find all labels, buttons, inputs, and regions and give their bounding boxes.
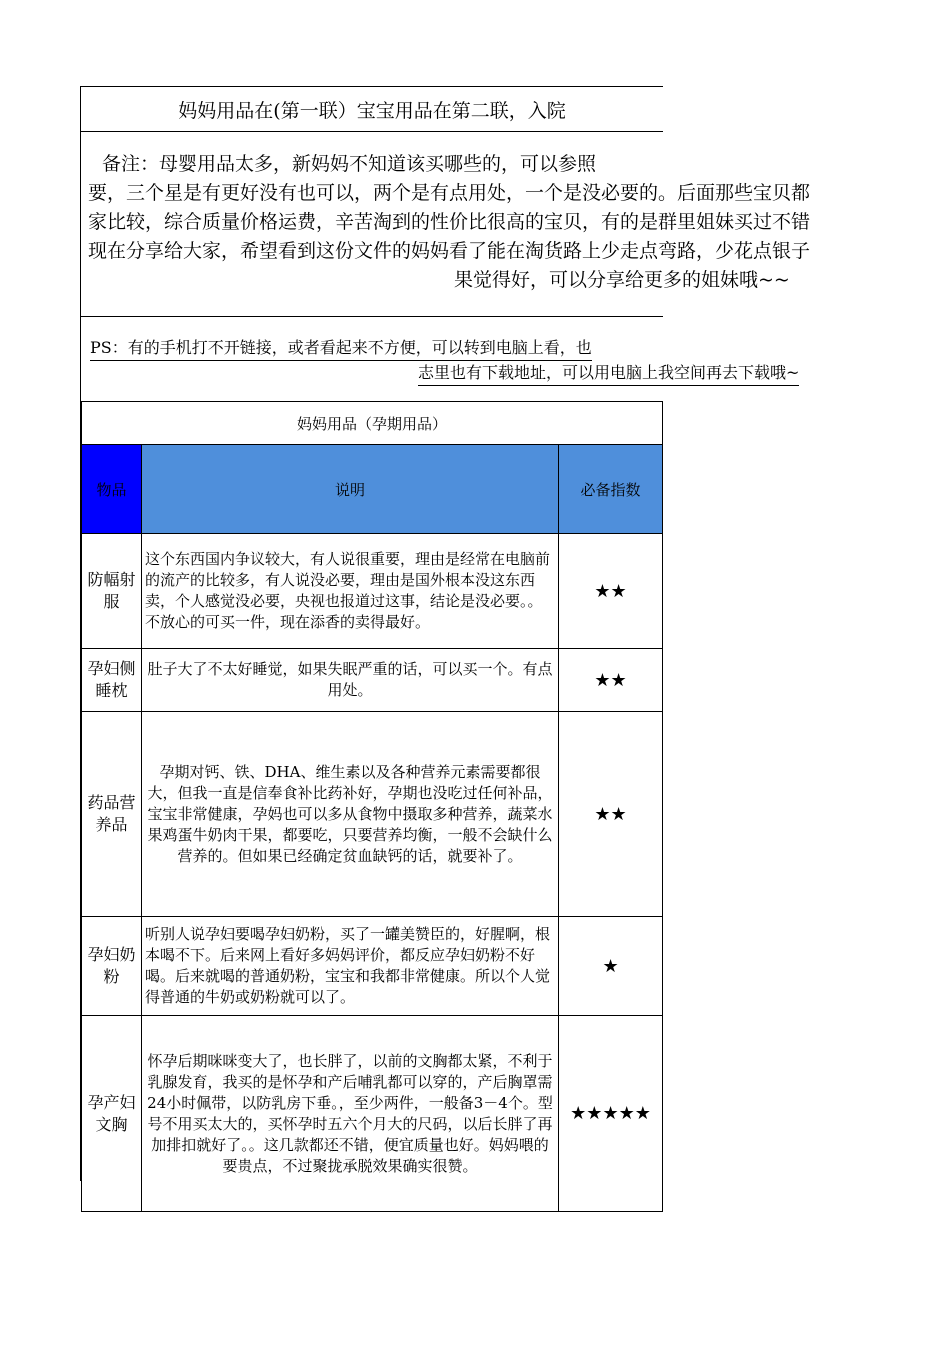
ps-line[interactable]: 志里也有下载地址，可以用电脑上我空间再去下载哦~ xyxy=(418,361,799,386)
table-row xyxy=(82,712,663,917)
header-rating: 必备指数 xyxy=(559,445,663,534)
item-desc: 肚子大了不太好睡觉，如果失眠严重的话，可以买一个。有点用处。 xyxy=(142,649,559,712)
note-line: 备注：母婴用品太多，新妈妈不知道该买哪些的，可以参照 xyxy=(102,153,597,175)
header-desc: 说明 xyxy=(142,445,559,534)
table-header xyxy=(82,445,663,534)
item-name: 孕妇侧睡枕 xyxy=(82,649,142,712)
items-table xyxy=(81,401,663,1212)
item-name: 孕产妇文胸 xyxy=(82,1016,142,1212)
section-title: 妈妈用品（孕期用品） xyxy=(82,402,663,445)
table-row xyxy=(82,534,663,649)
document-title: 妈妈用品在(第一联）宝宝用品在第二联，入院 xyxy=(178,99,566,122)
ps-line[interactable]: PS：有的手机打不开链接，或者看起来不方便，可以转到电脑上看，也 xyxy=(90,336,592,361)
note-line: 家比较，综合质量价格运费，辛苦淘到的性价比很高的宝贝，有的是群里姐妹买过不错 xyxy=(88,211,811,233)
item-desc: 这个东西国内争议较大，有人说很重要，理由是经常在电脑前的流产的比较多，有人说没必要，理由是国外根本没这东西卖，个人感觉没必要，央视也报道过这事，结论是没必要。。不放心的可买一件，现在添香的卖得最好。 xyxy=(142,534,559,649)
note-line: 果觉得好，可以分享给更多的姐妹哦~~ xyxy=(454,269,790,291)
rating-stars: ★★ xyxy=(559,712,663,917)
note-block xyxy=(88,150,950,295)
ps-block xyxy=(90,336,890,386)
rating-stars: ★★ xyxy=(559,534,663,649)
table-row xyxy=(82,917,663,1016)
table-row xyxy=(82,1016,663,1212)
note-line: 现在分享给大家，希望看到这份文件的妈妈看了能在淘货路上少走点弯路，少花点银子 xyxy=(88,240,811,262)
item-desc: 怀孕后期咪咪变大了，也长胖了，以前的文胸都太紧，不利于乳腺发育，我买的是怀孕和产后哺乳都可以穿的，产后胸罩需24小时佩带，以防乳房下垂。，至少两件，一般备3－4个。型号不用买太大的，买怀孕时五六个月大的尺码，以后长胖了再加排扣就好了。。这几款都还不错，便宜质量也好。妈妈喂的要贵点，不过聚拢承脱效果确实很赞。 xyxy=(142,1016,559,1212)
item-name: 孕妇奶粉 xyxy=(82,917,142,1016)
table-row xyxy=(82,649,663,712)
header-item: 物品 xyxy=(82,445,142,534)
rating-stars: ★ xyxy=(559,917,663,1016)
note-line: 要，三个星是有更好没有也可以，两个是有点用处，一个是没必要的。后面那些宝贝都 xyxy=(88,182,811,204)
rating-stars: ★★★★★ xyxy=(559,1016,663,1212)
item-desc: 孕期对钙、铁、DHA、维生素以及各种营养元素需要都很大，但我一直是信奉食补比药补好，孕期也没吃过任何补品，宝宝非常健康，孕妈也可以多从食物中摄取多种营养，蔬菜水果鸡蛋牛奶肉干果，都要吃，只要营养均衡，一般不会缺什么营养的。但如果已经确定贫血缺钙的话，就要补了。 xyxy=(142,712,559,917)
item-name: 药品营养品 xyxy=(82,712,142,917)
note-divider xyxy=(80,316,663,317)
rating-stars: ★★ xyxy=(559,649,663,712)
item-name: 防幅射服 xyxy=(82,534,142,649)
item-desc: 听别人说孕妇要喝孕妇奶粉，买了一罐美赞臣的，好腥啊，根本喝不下。后来网上看好多妈妈评价，都反应孕妇奶粉不好喝。后来就喝的普通奶粉，宝宝和我都非常健康。所以个人觉得普通的牛奶或奶粉就可以了。 xyxy=(142,917,559,1016)
title-divider xyxy=(80,131,663,132)
